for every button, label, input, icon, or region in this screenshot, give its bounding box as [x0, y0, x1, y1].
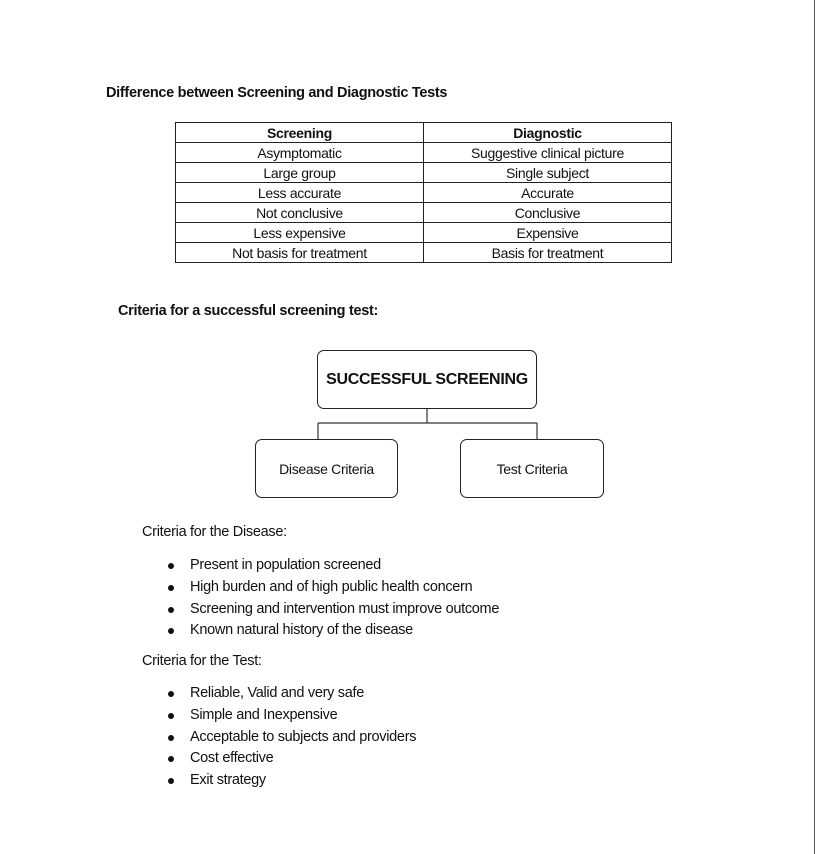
diagram-root-box — [317, 350, 537, 409]
disease-criteria-title: Criteria for the Disease: — [142, 524, 287, 540]
diagram-test-box — [460, 439, 604, 498]
bullet-dot — [168, 756, 174, 762]
bullet-dot — [168, 607, 174, 613]
diagram-disease-box — [255, 439, 398, 498]
list-item-text: Reliable, Valid and very safe — [190, 685, 364, 701]
list-item — [166, 620, 499, 642]
table-cell-screening: Less expensive — [176, 223, 424, 243]
criteria-heading: Criteria for a successful screening test: — [118, 303, 379, 319]
list-item — [166, 599, 499, 621]
diagram-test-label: Test Criteria — [496, 460, 568, 477]
list-item-text: Known natural history of the disease — [190, 622, 413, 639]
bullet-dot — [168, 778, 174, 784]
header-diagnostic: Diagnostic — [424, 123, 672, 143]
list-item-text: Screening and intervention must improve outcome — [190, 600, 500, 617]
table-cell-diagnostic: Accurate — [424, 183, 672, 203]
list-item-text: Exit strategy — [190, 772, 266, 789]
list-item — [166, 727, 416, 749]
table-cell-screening: Large group — [176, 163, 424, 183]
list-item-text: Simple and Inexpensive — [190, 706, 338, 723]
list-item-text: Cost effective — [190, 750, 274, 767]
bullet-dot — [168, 585, 174, 591]
table-cell-diagnostic: Expensive — [424, 223, 672, 243]
list-item — [166, 705, 416, 727]
list-item — [166, 770, 416, 792]
list-item-text: Present in population screened — [190, 557, 381, 573]
list-item-text: High burden and of high public health concern — [190, 578, 473, 595]
bullet-dot — [168, 563, 174, 569]
bullet-dot — [168, 628, 174, 634]
table-cell-diagnostic: Conclusive — [424, 203, 672, 223]
test-criteria-title: Criteria for the Test: — [142, 653, 262, 669]
diagram-disease-label: Disease Criteria — [279, 460, 374, 477]
list-item — [166, 555, 499, 577]
table-cell-diagnostic: Suggestive clinical picture — [424, 143, 672, 163]
header-screening: Screening — [176, 123, 424, 143]
list-item — [166, 683, 416, 705]
bullet-dot — [168, 691, 174, 697]
test-criteria-list — [166, 683, 416, 792]
list-item — [166, 748, 416, 770]
table-cell-screening: Not basis for treatment — [176, 243, 424, 263]
table-cell-screening: Asymptomatic — [176, 143, 424, 163]
bullet-dot — [168, 713, 174, 719]
table-cell-diagnostic: Basis for treatment — [424, 243, 672, 263]
difference-heading: Difference between Screening and Diagnostic Tests — [106, 85, 448, 101]
diagram-root-label: SUCCESSFUL SCREENING — [326, 370, 528, 388]
bullet-dot — [168, 735, 174, 741]
list-item-text: Acceptable to subjects and providers — [190, 728, 417, 745]
list-item — [166, 577, 499, 599]
table-cell-screening: Less accurate — [176, 183, 424, 203]
table-cell-diagnostic: Single subject — [424, 163, 672, 183]
disease-criteria-list — [166, 555, 499, 642]
table-cell-screening: Not conclusive — [176, 203, 424, 223]
